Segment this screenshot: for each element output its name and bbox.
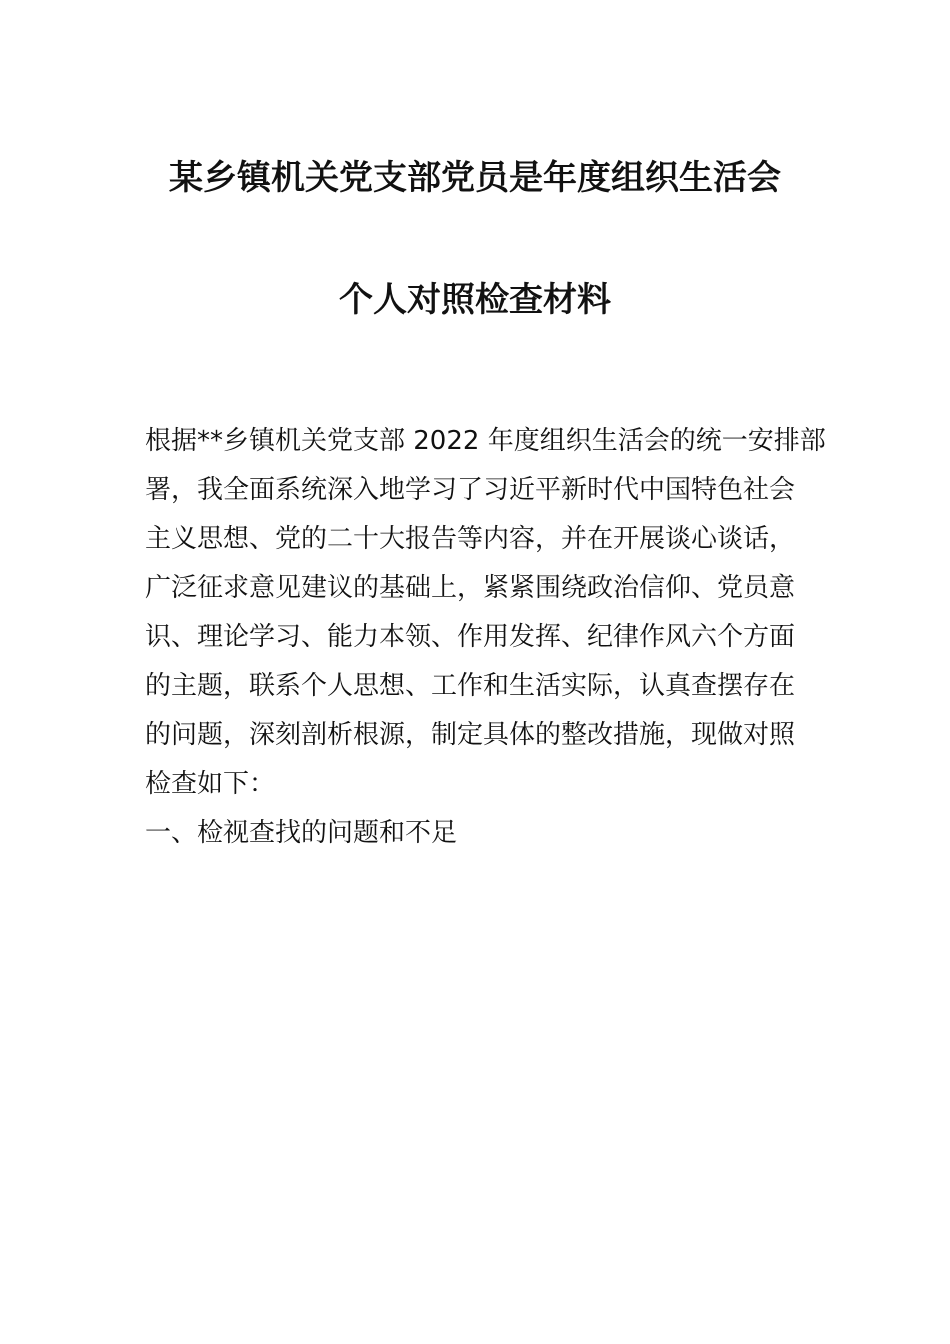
body-text-line-7: 的问题，深刻剖析根源，制定具体的整改措施，现做对照 (145, 720, 796, 750)
body-text-line-3: 主义思想、党的二十大报告等内容，并在开展谈心谈话， (145, 524, 796, 554)
body-text-line-2: 署，我全面系统深入地学习了习近平新时代中国特色社会 (145, 475, 796, 505)
body-text-line-8: 检查如下： (145, 769, 276, 799)
section-heading: 一、检视查找的问题和不足 (145, 818, 458, 848)
body-text-line-6: 的主题，联系个人思想、工作和生活实际，认真查摆存在 (145, 671, 796, 701)
body-text-line-5: 识、理论学习、能力本领、作用发挥、纪律作风六个方面 (145, 622, 796, 652)
body-text-line-1: 根据**乡镇机关党支部 2022 年度组织生活会的统一安排部 (145, 426, 826, 456)
document-title-line-2: 个人对照检查材料 (339, 280, 611, 320)
body-text-line-4: 广泛征求意见建议的基础上，紧紧围绕政治信仰、党员意 (145, 573, 796, 603)
document-title-line-1: 某乡镇机关党支部党员是年度组织生活会 (169, 158, 781, 198)
